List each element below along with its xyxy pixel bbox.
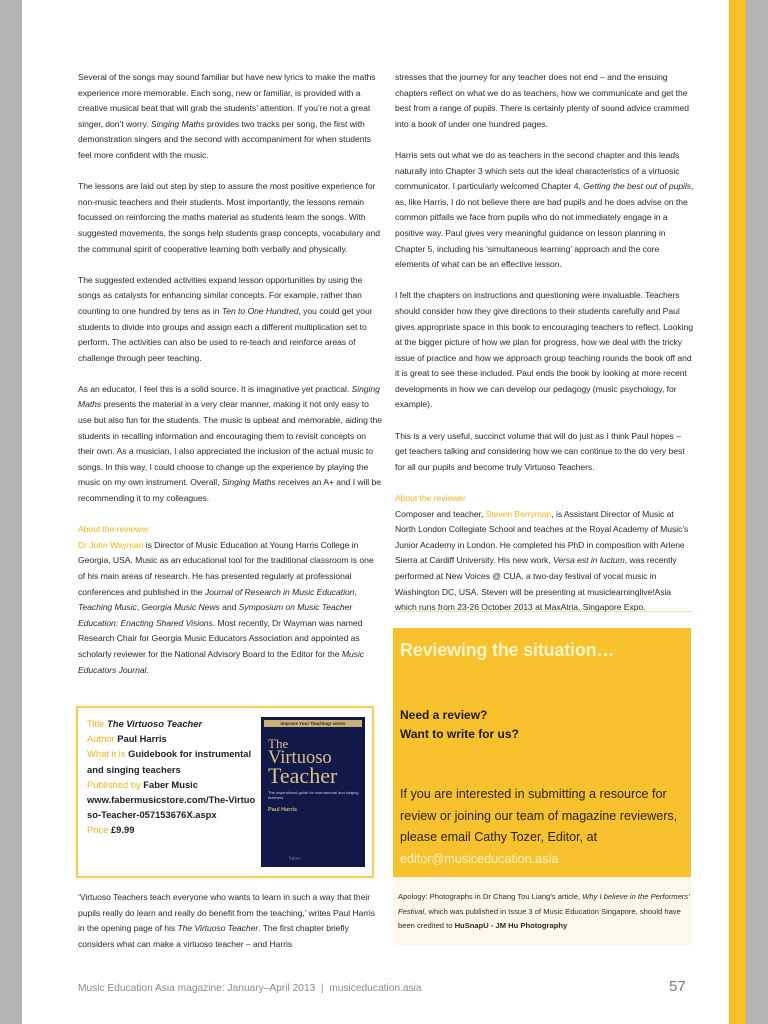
text: , [136, 602, 142, 613]
text: receives an A+ and I will be recommending it to my colleagues. [78, 477, 381, 504]
text: , is Assistant Director of Music at North London Collegiate School and teaches at the Royal Academy of Music’s Junior Academy in London. He completed his PhD in composition with Arlene Sierra at Cardiff University. His new work, [395, 508, 689, 566]
paragraph [78, 382, 382, 507]
text: . Most recently, Dr Wayman was named Research Chair for Georgia Music Educators Association and appointed as scholarly reviewer for the National Advisory Board to the Editor for the [78, 617, 363, 659]
text: If you are interested in submitting a resource for review or joining our team of magazine reviewers, please email Cathy Tozer, Editor, at [400, 787, 678, 844]
cover-title-the: The [268, 736, 289, 751]
left-page-gutter [0, 0, 22, 1024]
article-title-italic: Why I believe in the Performers’ Festival [398, 892, 690, 916]
text: , was recently performed at New Voices @ CUA, a two-day festival of vocal music in Washington DC, USA. Steven will be presenting at musiclearninglive!Asia which runs from 23-26 October 2013 at MaxAtria, Singapore Expo. [395, 555, 677, 613]
text: , you could get your students to divide into groups and assign each a different multiplication set to perform. The activities can also be used to re-teach and reinforce areas of challenge through peer teaching. [78, 305, 373, 363]
text: The suggested extended activities expand lesson opportunities by using the songs as catalysts for enhancing similar concepts. For example, rather than counting to one hundred by tens as in [78, 274, 363, 316]
text: ‘Virtuoso Teachers teach everyone who wants to learn in such a way that their pupils really do learn and really do benefit from the teaching,’ writes Paul Harris in the opening page of his [78, 892, 375, 934]
journal-title: Journal of Research in Music Education [204, 586, 355, 597]
text: . [146, 664, 149, 675]
book-cover-image [261, 717, 365, 867]
cover-series-banner: Improve Your Teaching! series [264, 720, 362, 727]
song-title-italic: Ten to One Hundred [221, 305, 299, 316]
reviewer-heading: About the reviewer [395, 493, 466, 504]
reviewer-name: Dr John Wayman [78, 539, 144, 550]
text: , as, like Harris, I do not believe there are bad pupils and he does advise on the common pitfalls we face from pupils who do not immediately engage in a positive way. Paul gives very meaningful guidance on lesson planning in Chapter 5, including his ‘simultaneous learning’ approach and the core elements of what can be an effective lesson. [395, 181, 694, 270]
promo-question-review: Need a review? [400, 708, 488, 722]
chapter-title-italic: Getting the best out of pupils [583, 181, 692, 192]
text: As an educator, I feel this is a solid source. It is imaginative yet practical. [78, 383, 352, 394]
page-edge-yellow-stripe [729, 0, 746, 1024]
author-label: Author [87, 733, 115, 745]
dotted-divider [394, 611, 691, 612]
book-title-italic: Singing Maths [221, 477, 276, 488]
text: provides two tracks per song, the first with demonstration singers and the second with accompaniment for when students feel more confident with the music. [78, 118, 372, 160]
text: , which was published in Issue 3 of Music Education Singapore, should have been credited to [398, 906, 681, 930]
cover-title-virtuoso: Virtuoso [268, 748, 332, 768]
book-url-link[interactable]: www.fabermusicstore.com/The-Virtuoso-Teacher-057153676X.aspx [87, 794, 256, 821]
cover-subtitle: The inspirational guide for instrumental and singing teachers [268, 790, 359, 800]
reviewer-bio [78, 538, 382, 678]
journal-title: Teaching Music [78, 602, 137, 613]
photo-credit: HuSnapU - JM Hu Photography [454, 921, 568, 930]
book-author: Paul Harris [117, 733, 167, 745]
book-description: Guidebook for instrumental and singing teachers [87, 748, 252, 775]
page-number: 57 [669, 978, 686, 995]
book-price: £9.99 [110, 824, 135, 836]
text: Composer and teacher, [395, 508, 486, 519]
paragraph: stresses that the journey for any teacher does not end – and the ensuing chapters reflect on what we do as teachers, how we communicate and get the best from a range of pupils. There is certainly plenty of sound advice crammed into a book of under one hundred pages. [395, 72, 690, 129]
text: . The first chapter briefly considers what can make a virtuoso teacher – and Harris [78, 923, 349, 949]
text: presents the material in a very clear manner, making it not only easy to use but also fun for the students. The music is upbeat and memorable, aiding the students in recalling information and encouraging them to revisit concepts on their own. As a musician, I also appreciated the inclusion of the actual music to songs. In this way, I could choose to change up the experience by playing the music on my own instrument. Overall, [78, 399, 382, 488]
book-info-box [76, 706, 374, 878]
footer-text: Music Education Asia magazine: January–April 2013 | musiceducation.asia [78, 983, 422, 994]
work-title-italic: Versa est in luctum [552, 555, 625, 566]
quote-paragraph-block [78, 890, 382, 952]
left-column [78, 70, 382, 678]
paragraph: This is a very useful, succinct volume that will do just as I think Paul hopes – get teachers talking and considering how we can continue to the do very best for all our pupils and become truly Virtuoso Teachers. [395, 430, 685, 472]
book-details [87, 716, 257, 838]
reviewer-heading: About the reviewer [78, 524, 149, 535]
text: Several of the songs may sound familiar but have new lyrics to make the maths experience more memorable. Each song, new or familiar, is provided with a creative musical beat that will grab the students’ attention. If you’re not a great singer, don’t worry. [78, 72, 376, 129]
apology-text [398, 890, 690, 934]
cover-title-teacher: Teacher [268, 763, 338, 788]
price-label: Price [87, 824, 109, 836]
journal-title: Georgia Music News [141, 602, 220, 613]
book-title: The Virtuoso Teacher [106, 718, 203, 729]
text: Harris sets out what we do as teachers in the second chapter and this leads naturally into Chapter 3 which sets out the ideal characteristics of a virtuosic communicator. I particularly welcomed Chapter 4, [395, 149, 680, 192]
journal-title: Music Educators Journal [78, 648, 365, 675]
book-title-italic: The Virtuoso Teacher [177, 923, 259, 934]
apology-box [393, 877, 691, 945]
journal-title: Symposium on Music Teacher Education: Enacting Shared Visions [78, 602, 353, 628]
reviewer-name: Steven Berryman [485, 508, 552, 519]
book-title-italic: Singing Maths [150, 118, 205, 129]
text: , [354, 586, 357, 597]
paragraph: I felt the chapters on instructions and questioning were invaluable. Teachers should consider how they give directions to their students carefully and Paul gives appropriate space in this book to encouraging teachers to reflect. Looking at the bigger picture of how we plan for progress, how we deal with the tricky issue of practice and how we approach group teaching rounds the book off and it is great to see these included. Paul ends the book by looking at more recent developments in how we can develop our pedagogy (music psychology, for example). [395, 290, 693, 410]
reviewer-bio [395, 507, 695, 616]
text: is Director of Music Education at Young Harris College in Georgia, USA. Music as an educational tool for the traditional classroom is one of his main areas of research. He has presented regularly at professional conferences and published in the [78, 539, 374, 597]
paragraph [395, 148, 695, 273]
paragraph [78, 890, 382, 952]
book-publisher: Faber Music [143, 778, 198, 790]
what-label: What it is [87, 748, 126, 760]
cover-author: Paul Harris [268, 807, 298, 813]
promo-title: Reviewing the situation… [400, 640, 615, 660]
text: and [219, 602, 239, 613]
editor-email-link[interactable]: editor@musiceducation.asia [400, 851, 559, 866]
text: Apology: Photographs in Dr Chang Tou Liang’s article, [398, 892, 583, 901]
paragraph [78, 273, 382, 367]
promo-question-write: Want to write for us? [400, 727, 519, 741]
title-label: Title [87, 718, 105, 729]
reviewing-promo-box [393, 628, 691, 877]
page-edge-gray-stripe [746, 0, 768, 1024]
right-column [395, 70, 695, 616]
paragraph [78, 70, 382, 164]
promo-body [400, 784, 690, 870]
publisher-label: Published by [87, 778, 141, 790]
cover-publisher-mark: faber [289, 856, 301, 862]
book-title-italic: Singing Maths [78, 383, 380, 410]
paragraph: The lessons are laid out step by step to assure the most positive experience for non-music teachers and their students. Most importantly, the lessons remain focussed on reinforcing the maths material as students learn the songs. With suggested movements, the songs help students grasp concepts, vocabulary and the communal spirit of cooperative learning both verbally and physically. [78, 181, 380, 254]
